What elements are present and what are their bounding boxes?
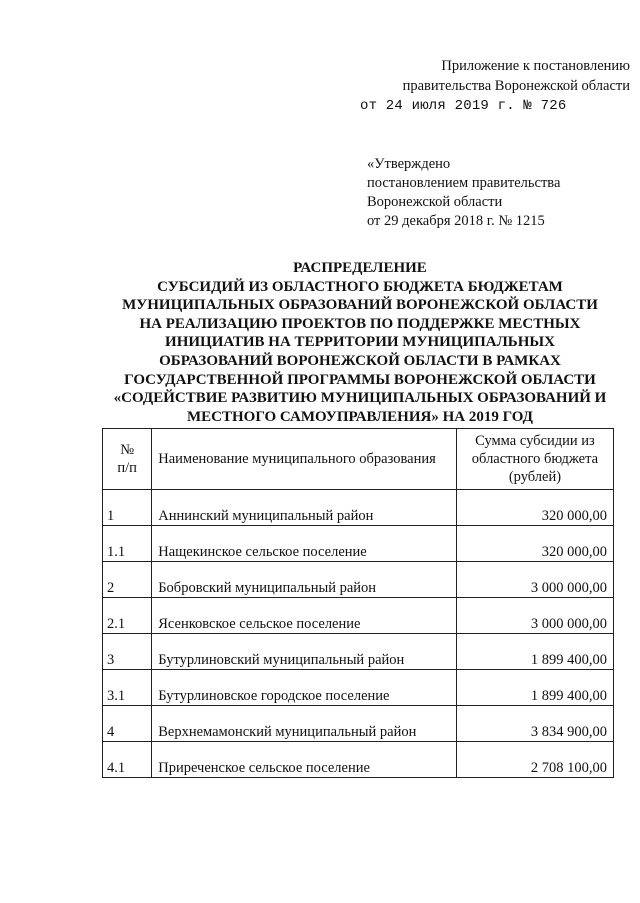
table-row bbox=[103, 562, 614, 598]
table-header-row bbox=[103, 429, 614, 490]
document-title bbox=[100, 259, 620, 426]
table-row bbox=[103, 634, 614, 670]
row-municipality: Бобровский муниципальный район bbox=[152, 562, 457, 598]
title-line: НА РЕАЛИЗАЦИЮ ПРОЕКТОВ ПО ПОДДЕРЖКЕ МЕСТНЫХ bbox=[139, 315, 581, 332]
row-sum: 320 000,00 bbox=[456, 526, 613, 562]
approval-line-3: Воронежской области bbox=[367, 194, 503, 210]
header-subsidy-sum: Сумма субсидии из областного бюджета (рублей) bbox=[456, 429, 613, 490]
row-municipality: Аннинский муниципальный район bbox=[152, 490, 457, 526]
table-row bbox=[103, 742, 614, 778]
row-sum: 320 000,00 bbox=[456, 490, 613, 526]
table-row bbox=[103, 598, 614, 634]
header-municipality: Наименование муниципального образования bbox=[152, 429, 457, 490]
table-row bbox=[103, 490, 614, 526]
approval-line-4: от 29 декабря 2018 г. № 1215 bbox=[367, 213, 545, 229]
appendix-line-2: правительства Воронежской области bbox=[402, 78, 630, 94]
table-row bbox=[103, 526, 614, 562]
table-row bbox=[103, 706, 614, 742]
row-number: 2 bbox=[103, 562, 152, 598]
appendix-line-1: Приложение к постановлению bbox=[441, 58, 630, 74]
row-municipality: Бутурлиновский муниципальный район bbox=[152, 634, 457, 670]
title-line: ИНИЦИАТИВ НА ТЕРРИТОРИИ МУНИЦИПАЛЬНЫХ bbox=[165, 334, 555, 351]
row-number: 1.1 bbox=[103, 526, 152, 562]
appendix-header bbox=[360, 56, 630, 116]
row-sum: 2 708 100,00 bbox=[456, 742, 613, 778]
row-sum: 1 899 400,00 bbox=[456, 634, 613, 670]
row-municipality: Нащекинское сельское поселение bbox=[152, 526, 457, 562]
row-sum: 1 899 400,00 bbox=[456, 670, 613, 706]
approval-line-1: «Утверждено bbox=[367, 156, 451, 172]
row-number: 2.1 bbox=[103, 598, 152, 634]
title-line: ОБРАЗОВАНИЙ ВОРОНЕЖСКОЙ ОБЛАСТИ В РАМКАХ bbox=[159, 352, 561, 369]
title-line: РАСПРЕДЕЛЕНИЕ bbox=[293, 260, 427, 276]
approval-line-2: постановлением правительства bbox=[367, 175, 561, 191]
title-line: СУБСИДИЙ ИЗ ОБЛАСТНОГО БЮДЖЕТА БЮДЖЕТАМ bbox=[157, 278, 563, 295]
appendix-date-stamp: от 24 июля 2019 г. № 726 bbox=[360, 98, 567, 114]
title-line: МУНИЦИПАЛЬНЫХ ОБРАЗОВАНИЙ ВОРОНЕЖСКОЙ ОБЛАСТИ bbox=[122, 297, 598, 314]
row-municipality: Верхнемамонский муниципальный район bbox=[152, 706, 457, 742]
header-number: № п/п bbox=[103, 429, 152, 490]
row-number: 1 bbox=[103, 490, 152, 526]
row-municipality: Бутурлиновское городское поселение bbox=[152, 670, 457, 706]
title-line: ГОСУДАРСТВЕННОЙ ПРОГРАММЫ ВОРОНЕЖСКОЙ ОБЛАСТИ bbox=[124, 371, 596, 388]
subsidy-table bbox=[102, 428, 614, 778]
title-line: МЕСТНОГО САМОУПРАВЛЕНИЯ» НА 2019 ГОД bbox=[186, 408, 534, 425]
row-sum: 3 000 000,00 bbox=[456, 598, 613, 634]
title-line: «СОДЕЙСТВИЕ РАЗВИТИЮ МУНИЦИПАЛЬНЫХ ОБРАЗОВАНИЙ И bbox=[113, 390, 607, 407]
approval-block bbox=[367, 155, 627, 231]
row-number: 3.1 bbox=[103, 670, 152, 706]
row-number: 4.1 bbox=[103, 742, 152, 778]
row-sum: 3 834 900,00 bbox=[456, 706, 613, 742]
table-row bbox=[103, 670, 614, 706]
row-sum: 3 000 000,00 bbox=[456, 562, 613, 598]
row-municipality: Ясенковское сельское поселение bbox=[152, 598, 457, 634]
row-number: 3 bbox=[103, 634, 152, 670]
row-number: 4 bbox=[103, 706, 152, 742]
row-municipality: Приреченское сельское поселение bbox=[152, 742, 457, 778]
